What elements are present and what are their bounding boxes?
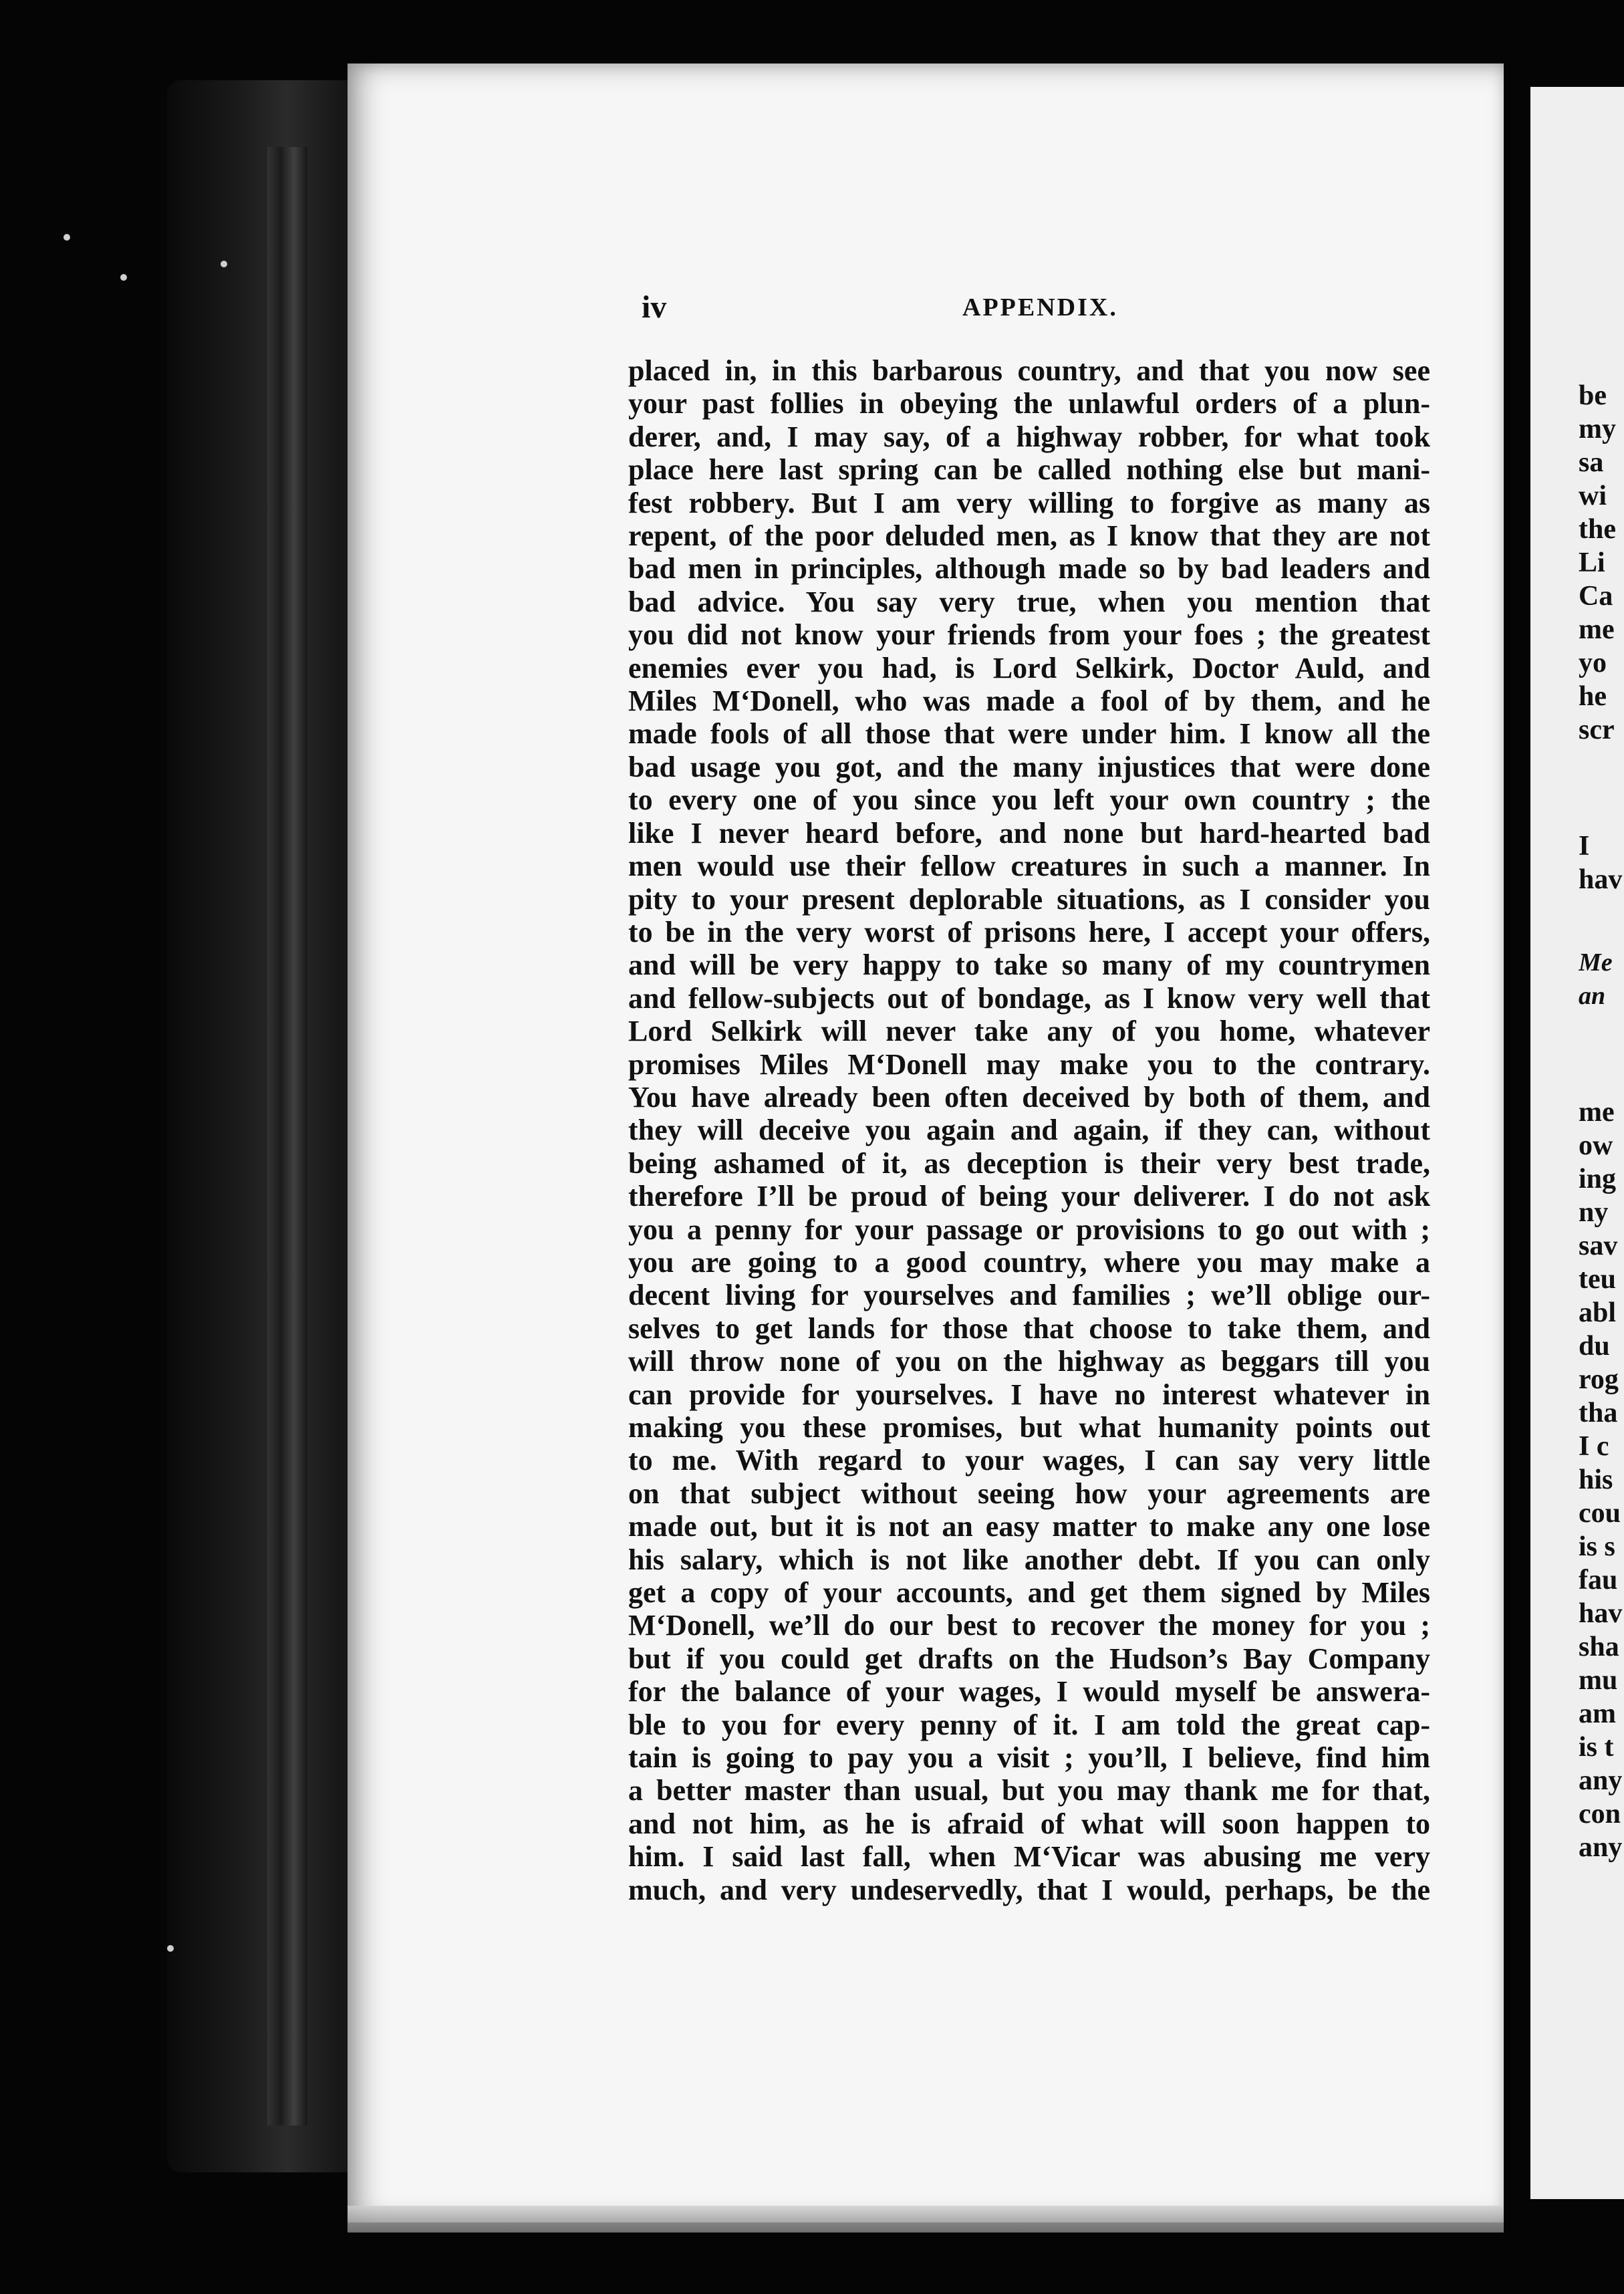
page-edge-shadow xyxy=(267,147,307,2126)
facing-fragment: mu xyxy=(1579,1665,1618,1696)
facing-fragment: any xyxy=(1579,1832,1623,1863)
text-line: can provide for yourselves. I have no interest whatever in xyxy=(628,1378,1430,1411)
facing-fragment: tha xyxy=(1579,1398,1618,1428)
facing-fragment: teu xyxy=(1579,1264,1616,1295)
text-line: therefore I’ll be proud of being your deliverer. I do not ask xyxy=(628,1180,1430,1213)
scan-speck xyxy=(120,274,127,281)
facing-fragment: the xyxy=(1579,514,1616,545)
text-line: pity to your present deplorable situations, as I consider you xyxy=(628,882,1430,916)
text-line: to be in the very worst of prisons here, I accept your offers, xyxy=(628,915,1430,948)
page-header xyxy=(642,289,1410,329)
facing-fragment: I c xyxy=(1579,1431,1609,1462)
text-line: to me. With regard to your wages, I can say very little xyxy=(628,1444,1430,1477)
text-line: you did not know your friends from your foes ; the greatest xyxy=(628,618,1430,652)
scan-speck xyxy=(167,1945,174,1952)
facing-fragment: Li xyxy=(1579,547,1605,578)
facing-fragment: his xyxy=(1579,1464,1613,1495)
text-line: fest robbery. But I am very willing to forgive as many as xyxy=(628,486,1430,519)
facing-fragment: is t xyxy=(1579,1732,1614,1763)
facing-fragment: ny xyxy=(1579,1197,1609,1228)
facing-fragment: Ca xyxy=(1579,581,1613,612)
text-line: promises Miles M‘Donell may make you to the contrary. xyxy=(628,1047,1430,1081)
text-line: his salary, which is not like another debt. If you can only xyxy=(628,1543,1430,1576)
facing-fragment: be xyxy=(1579,380,1607,411)
text-line: made out, but it is not an easy matter to make any one lose xyxy=(628,1510,1430,1543)
facing-fragment: wi xyxy=(1579,481,1607,511)
text-line: they will deceive you again and again, if they can, without xyxy=(628,1114,1430,1147)
text-line: him. I said last fall, when M‘Vicar was abusing me very xyxy=(628,1840,1430,1874)
facing-fragment: hav xyxy=(1579,864,1623,895)
text-line: ble to you for every penny of it. I am told the great cap- xyxy=(628,1708,1430,1741)
facing-fragment: am xyxy=(1579,1698,1616,1729)
text-line: much, and very undeservedly, that I would, perhaps, be the xyxy=(628,1873,1430,1906)
facing-fragment: sav xyxy=(1579,1231,1618,1261)
text-line: you a penny for your passage or provisions to go out with ; xyxy=(628,1213,1430,1246)
text-line: will throw none of you on the highway as beggars till you xyxy=(628,1345,1430,1378)
text-line: your past follies in obeying the unlawful orders of a plun- xyxy=(628,387,1430,420)
text-line: repent, of the poor deluded men, as I know that they are not xyxy=(628,519,1430,553)
page-number: iv xyxy=(642,289,667,325)
text-line: place here last spring can be called nothing else but mani- xyxy=(628,453,1430,487)
text-line: being ashamed of it, as deception is their very best trade, xyxy=(628,1146,1430,1180)
scan-speck xyxy=(63,234,70,241)
text-line: and fellow-subjects out of bondage, as I know very well that xyxy=(628,981,1430,1015)
text-line: Lord Selkirk will never take any of you home, whatever xyxy=(628,1015,1430,1048)
text-line: to every one of you since you left your own country ; the xyxy=(628,783,1430,817)
facing-fragment: du xyxy=(1579,1331,1610,1362)
running-head: APPENDIX. xyxy=(962,293,1118,322)
text-line: You have already been often deceived by both of them, and xyxy=(628,1080,1430,1114)
text-line: get a copy of your accounts, and get them signed by Miles xyxy=(628,1576,1430,1610)
facing-fragment: me xyxy=(1579,1097,1615,1128)
text-line: and not him, as he is afraid of what will soon happen to xyxy=(628,1807,1430,1840)
facing-fragment: sa xyxy=(1579,447,1604,478)
text-line: bad advice. You say very true, when you mention that xyxy=(628,585,1430,618)
text-line: derer, and, I may say, of a highway robber, for what took xyxy=(628,420,1430,453)
text-line: like I never heard before, and none but hard-hearted bad xyxy=(628,816,1430,850)
body-text xyxy=(628,354,1430,1906)
facing-fragment: sha xyxy=(1579,1632,1619,1662)
facing-fragment: hav xyxy=(1579,1598,1623,1629)
text-line: tain is going to pay you a visit ; you’ll, I believe, find him xyxy=(628,1741,1430,1775)
facing-fragment: an xyxy=(1579,982,1606,1010)
text-line: selves to get lands for those that choose to take them, and xyxy=(628,1311,1430,1345)
facing-fragment: fau xyxy=(1579,1565,1618,1596)
text-line: bad men in principles, although made so by bad leaders and xyxy=(628,552,1430,586)
facing-fragment: ow xyxy=(1579,1130,1613,1161)
text-line: enemies ever you had, is Lord Selkirk, Doctor Auld, and xyxy=(628,651,1430,684)
text-line: placed in, in this barbarous country, and that you now see xyxy=(628,354,1430,387)
text-line: bad usage you got, and the many injustices that were done xyxy=(628,750,1430,783)
text-line: for the balance of your wages, I would myself be answera- xyxy=(628,1675,1430,1708)
text-line: decent living for yourselves and families ; we’ll oblige our- xyxy=(628,1279,1430,1312)
facing-fragment: yo xyxy=(1579,648,1607,678)
text-line: Miles M‘Donell, who was made a fool of by them, and he xyxy=(628,684,1430,718)
text-line: you are going to a good country, where you may make a xyxy=(628,1245,1430,1279)
text-line: made fools of all those that were under him. I know all the xyxy=(628,717,1430,751)
text-line: and will be very happy to take so many of my countrymen xyxy=(628,948,1430,982)
facing-fragment: my xyxy=(1579,414,1616,444)
text-line: making you these promises, but what humanity points out xyxy=(628,1411,1430,1444)
facing-fragment: is s xyxy=(1579,1531,1615,1562)
facing-fragment: con xyxy=(1579,1799,1621,1829)
text-line: men would use their fellow creatures in such a manner. In xyxy=(628,850,1430,883)
facing-fragment: rog xyxy=(1579,1364,1619,1395)
facing-page-text xyxy=(1579,0,1624,2294)
facing-fragment: scr xyxy=(1579,715,1615,745)
scan-speck xyxy=(221,261,227,267)
facing-fragment: he xyxy=(1579,681,1607,712)
facing-fragment: cou xyxy=(1579,1498,1621,1529)
text-line: a better master than usual, but you may thank me for that, xyxy=(628,1774,1430,1807)
facing-fragment: I xyxy=(1579,831,1590,862)
text-line: M‘Donell, we’ll do our best to recover the money for you ; xyxy=(628,1609,1430,1642)
page-bottom-edge xyxy=(348,2206,1504,2233)
facing-fragment: me xyxy=(1579,614,1615,645)
facing-fragment: ing xyxy=(1579,1164,1617,1194)
text-line: but if you could get drafts on the Hudson’s Bay Company xyxy=(628,1642,1430,1675)
facing-fragment: any xyxy=(1579,1765,1623,1796)
facing-fragment: abl xyxy=(1579,1297,1617,1328)
text-line: on that subject without seeing how your agreements are xyxy=(628,1477,1430,1510)
facing-fragment: Me xyxy=(1579,948,1613,977)
